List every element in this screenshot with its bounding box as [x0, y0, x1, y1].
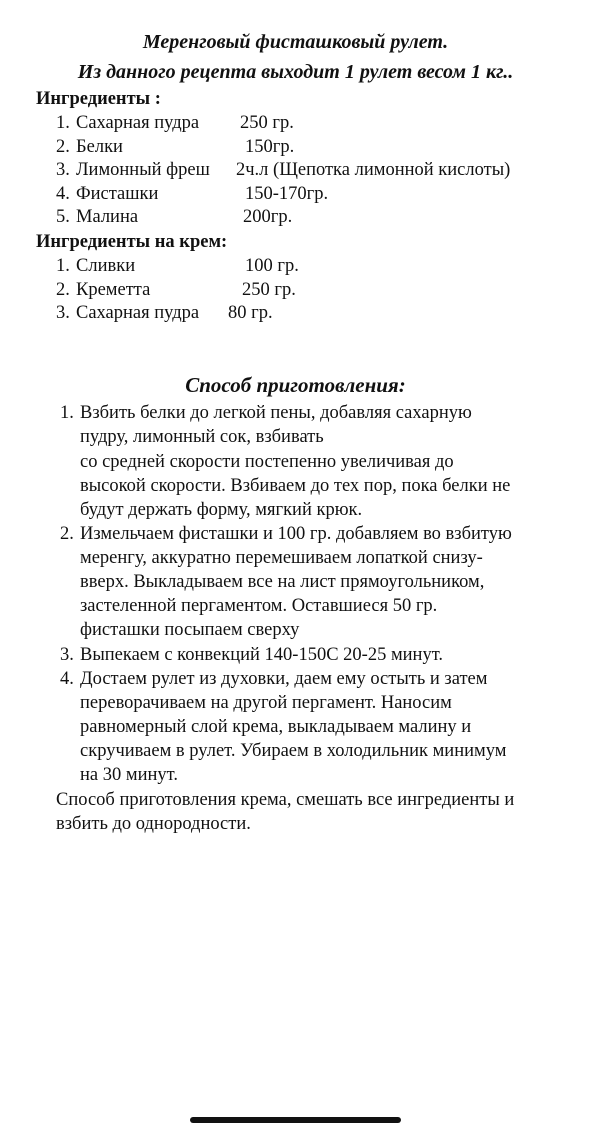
ingredients-heading: Ингредиенты : — [36, 89, 161, 109]
ingredient-name: Малина — [76, 207, 139, 227]
cream-note-line: Способ приготовления крема, смешать все ингредиенты и — [56, 790, 515, 810]
step-text-line: застеленной пергаментом. Оставшиеся 50 гр. — [80, 596, 438, 616]
ingredient-amount: 100 гр. — [245, 256, 299, 276]
ingredient-name: Лимонный фреш — [76, 160, 210, 180]
method-heading: Способ приготовления: — [185, 373, 406, 397]
step-text-line: Измельчаем фисташки и 100 гр. добавляем во взбитую — [80, 524, 512, 544]
step-text-line: со средней скорости постепенно увеличивая до — [80, 452, 454, 472]
ingredient-number: 1. — [56, 113, 70, 133]
cream-note-line: взбить до однородности. — [56, 814, 251, 834]
step-text-line: меренгу, аккуратно перемешиваем лопаткой снизу- — [80, 548, 483, 568]
step-text-line: вверх. Выкладываем все на лист прямоугольником, — [80, 572, 485, 592]
ingredient-amount: 250 гр. — [240, 113, 294, 133]
step-text-line: будут держать форму, мягкий крюк. — [80, 500, 363, 520]
ingredient-amount: 200гр. — [243, 207, 293, 227]
ingredient-amount: 2ч.л (Щепотка лимонной кислоты) — [236, 160, 511, 180]
ingredient-number: 1. — [56, 256, 70, 276]
ingredient-name: Сливки — [76, 256, 136, 276]
cream-ingredients-heading: Ингредиенты на крем: — [36, 232, 228, 252]
ingredient-name: Сахарная пудра — [76, 113, 200, 133]
step-text-line: фисташки посыпаем сверху — [80, 620, 300, 640]
recipe-yield: Из данного рецепта выходит 1 рулет весом 1 кг.. — [77, 61, 514, 83]
ingredient-number: 2. — [56, 280, 70, 300]
step-text-line: Взбить белки до легкой пены, добавляя сахарную — [80, 403, 472, 423]
home-indicator[interactable] — [190, 1117, 401, 1123]
step-text-line: высокой скорости. Взбиваем до тех пор, пока белки не — [80, 476, 511, 496]
ingredient-name: Белки — [76, 137, 123, 157]
ingredient-name: Сахарная пудра — [76, 303, 200, 323]
ingredient-amount: 150-170гр. — [245, 184, 329, 204]
step-number: 2. — [60, 524, 74, 544]
step-number: 4. — [60, 669, 74, 689]
step-text-line: Выпекаем с конвекций 140-150С 20-25 минут. — [80, 645, 444, 665]
ingredient-name: Креметта — [76, 280, 151, 300]
step-number: 1. — [60, 403, 74, 423]
ingredient-number: 3. — [56, 160, 70, 180]
step-text-line: Достаем рулет из духовки, даем ему остыть и затем — [80, 669, 488, 689]
step-number: 3. — [60, 645, 74, 665]
ingredient-number: 5. — [56, 207, 70, 227]
step-text-line: переворачиваем на другой пергамент. Наносим — [80, 693, 452, 713]
ingredient-number: 2. — [56, 137, 70, 157]
ingredient-amount: 250 гр. — [242, 280, 296, 300]
recipe-title: Меренговый фисташковый рулет. — [142, 31, 449, 53]
step-text-line: на 30 минут. — [80, 765, 178, 785]
ingredient-number: 3. — [56, 303, 70, 323]
step-text-line: скручиваем в рулет. Убираем в холодильник минимум — [80, 741, 507, 761]
ingredient-number: 4. — [56, 184, 70, 204]
ingredient-name: Фисташки — [76, 184, 159, 204]
ingredient-amount: 80 гр. — [228, 303, 273, 323]
step-text-line: равномерный слой крема, выкладываем малину и — [80, 717, 472, 737]
step-text-line: пудру, лимонный сок, взбивать — [80, 427, 324, 447]
ingredient-amount: 150гр. — [245, 137, 295, 157]
